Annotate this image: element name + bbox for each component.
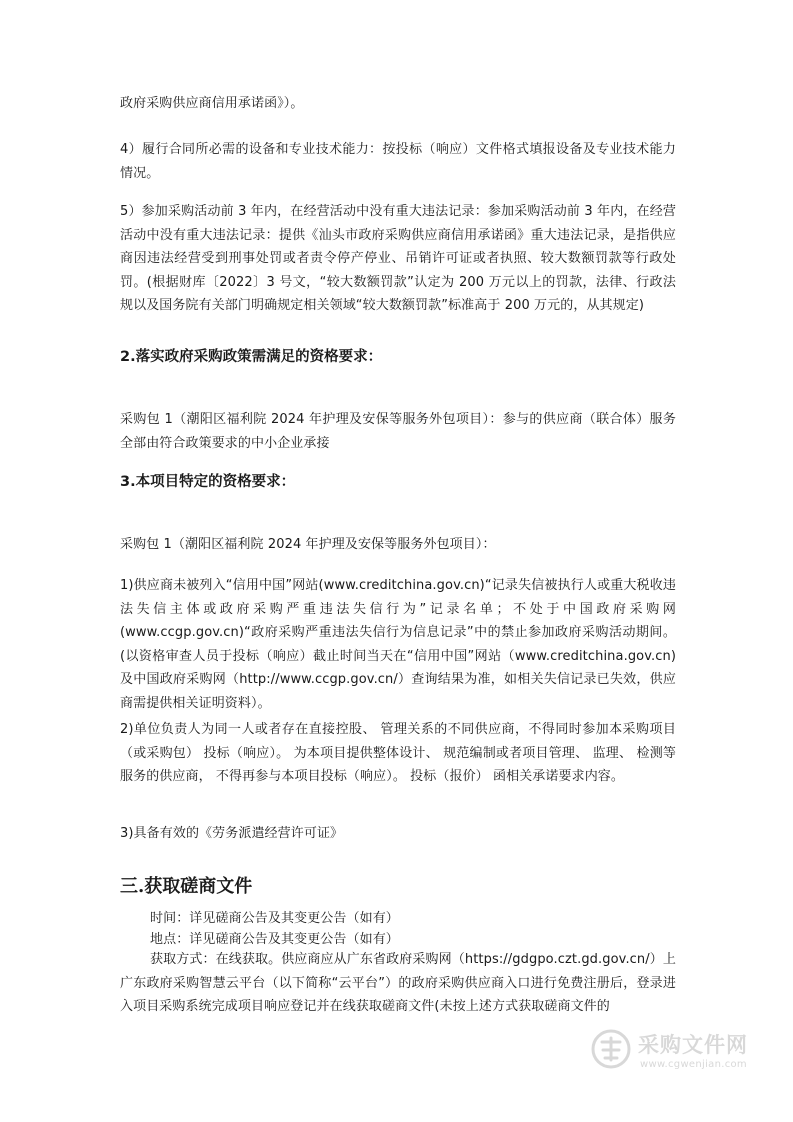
paragraph-package-1: 采购包 1（潮阳区福利院 2024 年护理及安保等服务外包项目）： bbox=[120, 537, 496, 552]
heading-obtain-documents: 三.获取磋商文件 bbox=[120, 876, 253, 897]
paragraph-equipment-capability: 4）履行合同所必需的设备和专业技术能力：按投标（响应）文件格式填报设备及专业技术能力情况。 bbox=[120, 142, 676, 181]
paragraph-sme-policy: 采购包 1（潮阳区福利院 2024 年护理及安保等服务外包项目）：参与的供应商（联合体）服务全部由符合政策要求的中小企业承接 bbox=[120, 412, 676, 451]
watermark bbox=[590, 1026, 760, 1078]
paragraph-commitment-end: 政府采购供应商信用承诺函》）。 bbox=[120, 96, 304, 111]
watermark-logo-icon bbox=[590, 1028, 632, 1070]
paragraph-no-violation-record: 5）参加采购活动前 3 年内，在经营活动中没有重大违法记录：参加采购活动前 3 年内，在经营活动中没有重大违法记录：提供《汕头市政府采购供应商信用承诺函》重大违法记录，是指供应商因违法经营受到刑事处罚或者责令停产停业、吊销许可证或者执照、较大数额罚款等行政处罚。(根据财库〔2022〕3 号文，“较大数额罚款”认定为 200 万元以上的罚款，法律、行政法规以及国务院有关部门明确规定相关领域“较大数额罚款”标准高于 200 万元的，从其规定) bbox=[120, 204, 676, 313]
watermark-title: 采购文件网 bbox=[638, 1033, 748, 1057]
paragraph-location: 地点：详见磋商公告及其变更公告（如有） bbox=[150, 932, 399, 947]
watermark-url: www.cgwenjian.com bbox=[640, 1059, 747, 1070]
paragraph-labor-license: 3)具备有效的《劳务派遣经营许可证》 bbox=[120, 826, 344, 841]
paragraph-credit-record: 1)供应商未被列入“信用中国”网站(www.creditchina.gov.cn)“记录失信被执行人或重大税收违法失信主体或政府采购严重违法失信行为”记录名单；不处于中国政府采购网(www.ccgp.gov.cn)“政府采购严重违法失信行为信息记录”中的禁止参加政府采购活动期间。(以资格审查人员于投标（响应）截止时间当天在“信用中国”网站（www.creditchina.gov.cn)及中国政府采购网（http://www.ccgp.gov.cn/）查询结果为准，如相关失信记录已失效，供应商需提供相关证明资料）。 bbox=[120, 578, 676, 711]
heading-policy-requirements: 2.落实政府采购政策需满足的资格要求： bbox=[120, 349, 383, 365]
paragraph-related-entities: 2)单位负责人为同一人或者存在直接控股、 管理关系的不同供应商，不得同时参加本采购项目（或采购包） 投标（响应）。 为本项目提供整体设计、 规范编制或者项目管理、 监理、 检测等服务的供应商， 不得再参与本项目投标（响应）。 投标（报价） 函相关承诺要求内容。 bbox=[120, 722, 676, 784]
heading-specific-requirements: 3.本项目特定的资格要求： bbox=[120, 474, 296, 490]
paragraph-time: 时间：详见磋商公告及其变更公告（如有） bbox=[150, 911, 399, 926]
paragraph-method: 获取方式：在线获取。供应商应从广东省政府采购网（https://gdgpo.czt.gd.gov.cn/）上广东政府采购智慧云平台（以下简称“云平台”）的政府采购供应商入口进行免费注册后，登录进入项目采购系统完成项目响应登记并在线获取磋商文件(未按上述方式获取磋商文件的 bbox=[120, 952, 676, 1014]
